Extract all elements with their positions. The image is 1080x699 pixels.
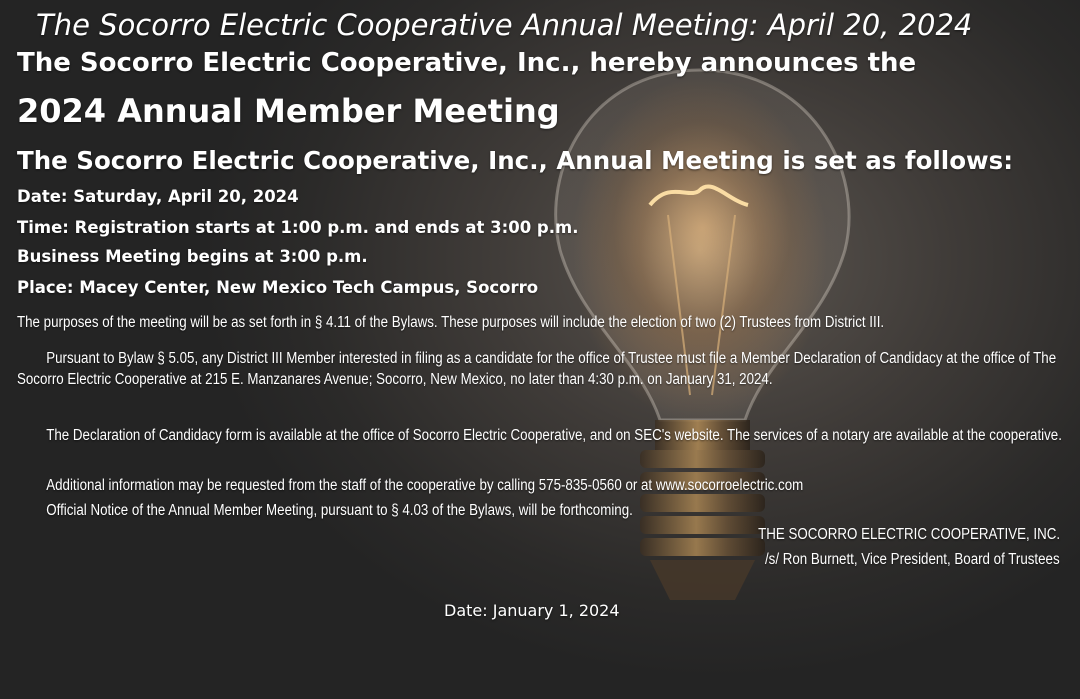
meeting-date: Date: Saturday, April 20, 2024	[17, 187, 299, 206]
purpose-paragraph: The purposes of the meeting will be as set forth in § 4.11 of the Bylaws. These purposes will include the election of two (2) Trustees from District III.	[17, 314, 885, 331]
signature-organization: THE SOCORRO ELECTRIC COOPERATIVE, INC.	[758, 526, 1060, 543]
meeting-time: Time: Registration starts at 1:00 p.m. and ends at 3:00 p.m.	[17, 218, 579, 237]
meeting-place: Place: Macey Center, New Mexico Tech Campus, Socorro	[17, 278, 539, 297]
signature-signer: /s/ Ron Burnett, Vice President, Board of Trustees	[765, 551, 1060, 568]
official-notice-paragraph: Official Notice of the Annual Member Meeting, pursuant to § 4.03 of the Bylaws, will be forthcoming.	[46, 502, 633, 519]
business-meeting-time: Business Meeting begins at 3:00 p.m.	[17, 247, 368, 266]
meeting-heading: 2024 Annual Member Meeting	[17, 92, 560, 130]
candidacy-paragraph: Pursuant to Bylaw § 5.05, any District III Member interested in filing as a candidate for the office of Trustee must file a Member Declaration of Candidacy at the office of The Socorro Electric Cooperative at 215 E. Manzanares Avenue; Socorro, New Mexico, no later than 4:30 p.m. on January 31, 2024.	[17, 350, 1057, 388]
announcement-line: The Socorro Electric Cooperative, Inc., hereby announces the	[17, 48, 917, 78]
contact-paragraph: Additional information may be requested from the staff of the cooperative by calling 575-835-0560 or at www.socorroelectric.com	[46, 477, 804, 494]
schedule-heading: The Socorro Electric Cooperative, Inc., Annual Meeting is set as follows:	[17, 146, 1014, 175]
page-title: The Socorro Electric Cooperative Annual Meeting: April 20, 2024	[36, 8, 973, 42]
declaration-paragraph: The Declaration of Candidacy form is available at the office of Socorro Electric Cooperative, and on SEC's website. The services of a notary are available at the cooperative.	[46, 427, 1062, 444]
notice-date: Date: January 1, 2024	[444, 601, 620, 620]
